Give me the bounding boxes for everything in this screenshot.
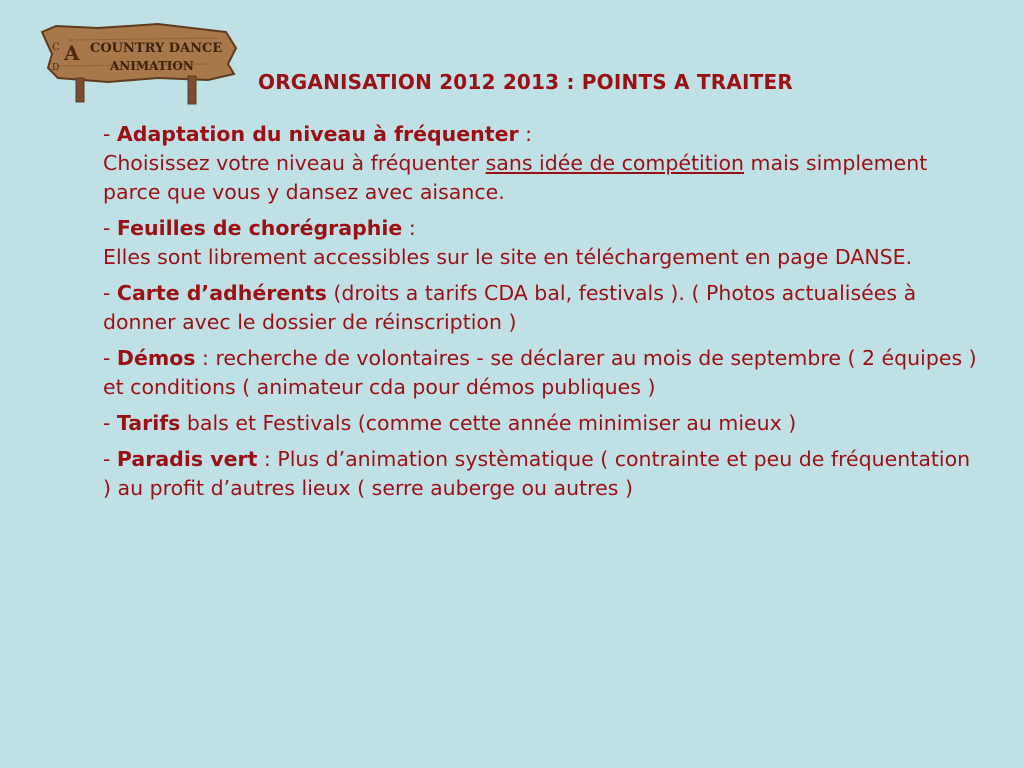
logo-letter-a: A: [64, 41, 80, 65]
point-carte: - Carte d’adhérents (droits a tarifs CDA bal, festivals ). ( Photos actualisées à donner avec le dossier de réinscription ): [103, 281, 917, 334]
point-heading: Feuilles de chorégraphie: [116, 216, 403, 240]
logo-line-1: COUNTRY DANCE: [90, 41, 223, 56]
logo-letter-d: D: [52, 63, 60, 73]
point-text: Choisissez votre niveau à fréquenter: [103, 151, 486, 175]
underlined-phrase: sans idée de compétition: [485, 151, 745, 175]
point-tarifs: - Tarifs bals et Festivals (comme cette année minimiser au mieux ): [103, 411, 797, 435]
point-feuilles: - Feuilles de chorégraphie : Elles sont librement accessibles sur le site en téléchargement en page DANSE.: [103, 216, 913, 269]
point-text: : recherche de volontaires - se déclarer au mois de septembre ( 2 équipes ) et conditions ( animateur cda pour démos publiques ): [103, 346, 977, 399]
point-heading: Tarifs: [116, 411, 181, 435]
point-heading: Paradis vert: [116, 447, 258, 471]
point-heading: Adaptation du niveau à fréquenter: [116, 122, 519, 146]
point-heading: Carte d’adhérents: [116, 281, 327, 305]
point-text: (droits a tarifs CDA bal, festivals ). ( Photos actualisées à donner avec le dossier de réinscription ): [103, 281, 917, 334]
point-heading: Démos: [116, 346, 196, 370]
logo-letter-c: C: [52, 42, 60, 53]
country-dance-logo: [38, 18, 240, 108]
point-text: bals et Festivals (comme cette année minimiser au mieux ): [180, 411, 797, 435]
point-text: mais simplement parce que vous y dansez avec aisance.: [103, 151, 928, 204]
point-text: Elles sont librement accessibles sur le site en téléchargement en page DANSE.: [103, 245, 913, 269]
points-list: [103, 120, 983, 510]
point-paradis-vert: - Paradis vert : Plus d’animation systèmatique ( contrainte et peu de fréquentation ) au profit d’autres lieux ( serre auberge ou autres ): [103, 447, 971, 500]
logo-line-2: ANIMATION: [110, 59, 194, 73]
point-demos: - Démos : recherche de volontaires - se déclarer au mois de septembre ( 2 équipes ) et conditions ( animateur cda pour démos publiques ): [103, 346, 977, 399]
page-title: ORGANISATION 2012 2013 : POINTS A TRAITER: [258, 70, 793, 94]
point-text: : Plus d’animation systèmatique ( contrainte et peu de fréquentation ) au profit d’autres lieux ( serre auberge ou autres ): [103, 447, 971, 500]
wooden-sign-icon: [38, 18, 240, 108]
point-adaptation: - Adaptation du niveau à fréquenter : Choisissez votre niveau à fréquenter sans idée de compétition mais simplement parce que vous y dansez avec aisance.: [103, 122, 928, 204]
